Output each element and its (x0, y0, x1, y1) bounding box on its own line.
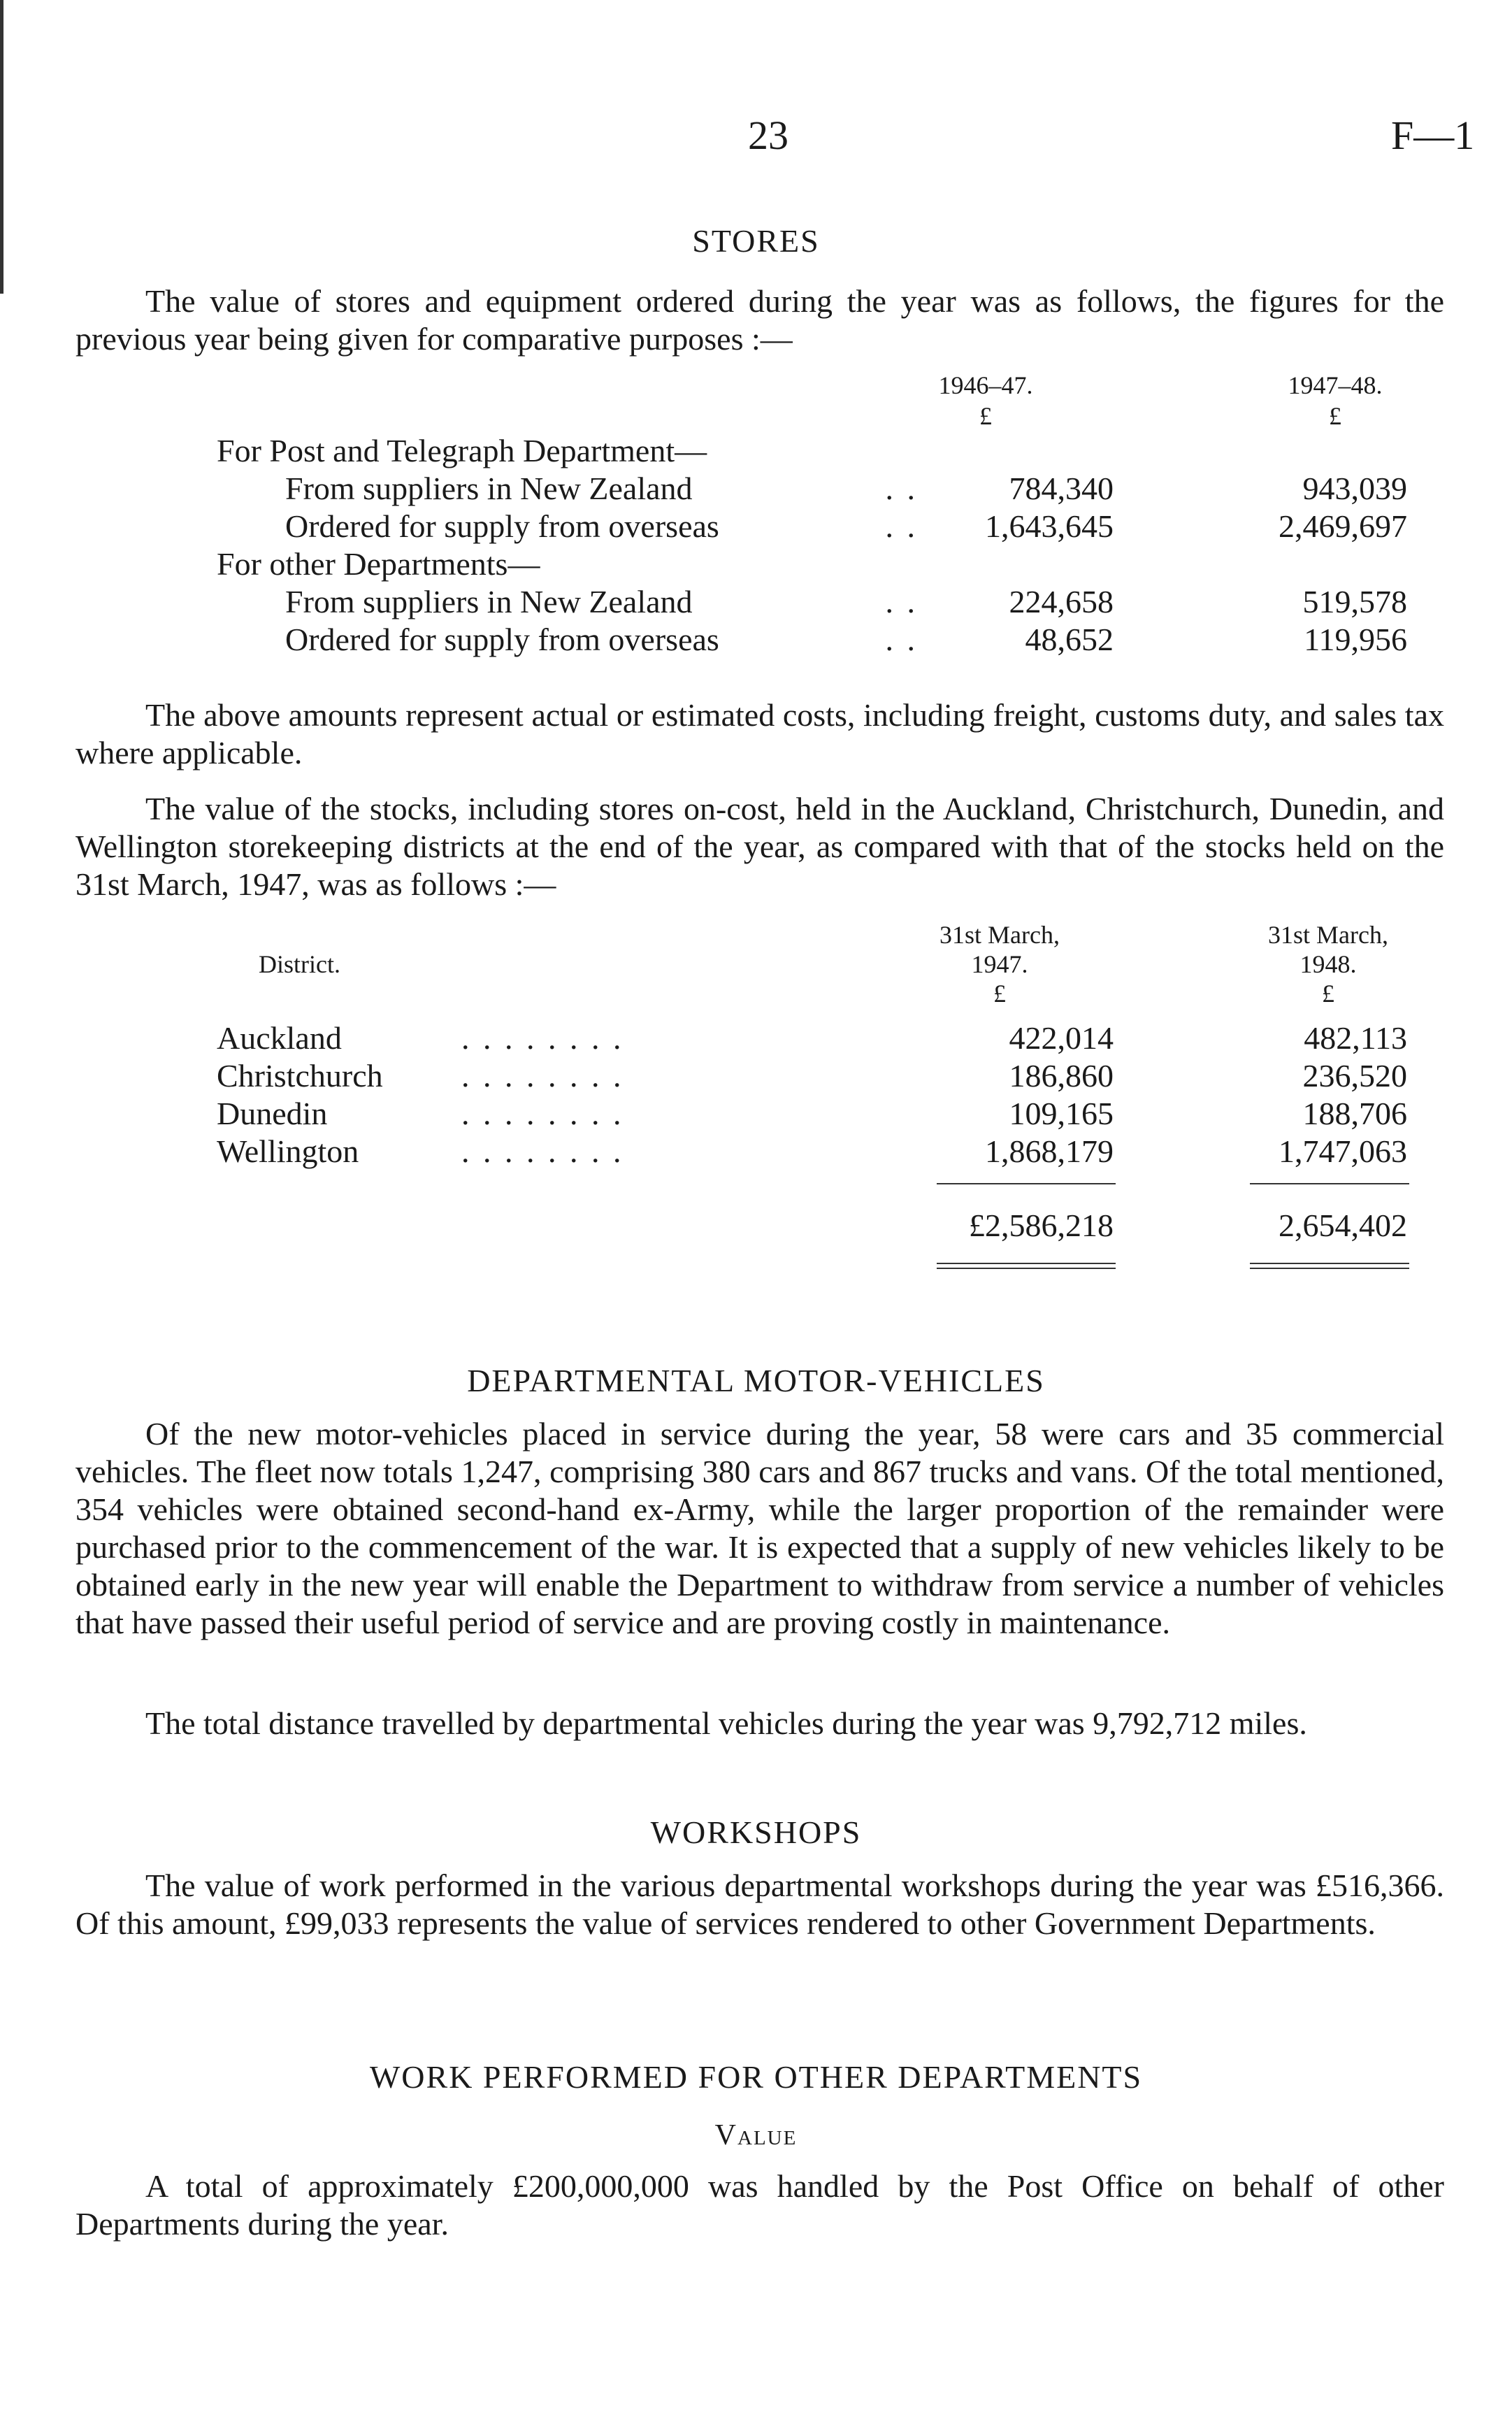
stores-col1-currency: £ (979, 402, 992, 430)
value-1948: 236,520 (1302, 1058, 1407, 1094)
value-1946-47: 784,340 (1009, 471, 1114, 506)
leader-dots: . . (885, 584, 918, 619)
stocks-col1-year: 1947. (971, 950, 1028, 978)
row-label: Ordered for supply from overseas (285, 508, 719, 544)
leader-dots: . . . . . . . . (461, 1058, 624, 1094)
value-1947: 109,165 (1009, 1096, 1114, 1131)
value-1947: 186,860 (1009, 1058, 1114, 1094)
table-row (0, 1133, 1512, 1170)
value-1948: 482,113 (1304, 1020, 1407, 1056)
value-1947-48: 119,956 (1304, 622, 1407, 657)
leader-dots: . . . . . . . . (461, 1096, 624, 1131)
row-label: From suppliers in New Zealand (285, 471, 693, 506)
total-1947: £2,586,218 (969, 1208, 1114, 1243)
stores-group-other-departments (0, 545, 1512, 583)
workshops-heading: WORKSHOPS (650, 1814, 862, 1850)
row-label: Ordered for supply from overseas (285, 622, 719, 657)
stores-heading: STORES (692, 223, 820, 259)
value-1948: 1,747,063 (1279, 1133, 1407, 1169)
value-1946-47: 48,652 (1025, 622, 1114, 657)
value-1948: 188,706 (1302, 1096, 1407, 1131)
stores-row (0, 470, 1512, 508)
stores-row (0, 508, 1512, 545)
subtotal-rule (1250, 1183, 1409, 1184)
stores-row (0, 583, 1512, 621)
leader-dots: . . (885, 508, 918, 544)
distance-paragraph: The total distance travelled by departmental vehicles during the year was 9,792,712 miles. (145, 1705, 1307, 1741)
stores-intro: The value of stores and equipment ordered during the year was as follows, the figures for the previous year being given for comparative purposes :— (75, 283, 1444, 357)
table-row (0, 1019, 1512, 1057)
value-1946-47: 224,658 (1009, 584, 1114, 619)
stores-col2-year: 1947–48. (1288, 371, 1383, 399)
total-double-rule (1250, 1263, 1409, 1269)
stocks-col2-year: 1948. (1299, 950, 1357, 978)
district-name: Wellington (217, 1133, 359, 1169)
stocks-col2-date: 31st March, (1268, 921, 1388, 949)
page-number: 23 (748, 113, 789, 158)
stocks-col1-date: 31st March, (939, 921, 1060, 949)
value-1947-48: 943,039 (1302, 471, 1407, 506)
motor-vehicles-heading: DEPARTMENTAL MOTOR-VEHICLES (467, 1363, 1045, 1398)
stores-group-post-telegraph (0, 432, 1512, 470)
leader-dots: . . . . . . . . (461, 1020, 624, 1056)
district-column-header: District. (259, 950, 340, 978)
group-label: For Post and Telegraph Department— (217, 433, 707, 468)
value-1947: 422,014 (1009, 1020, 1114, 1056)
document-reference: F—1 (1391, 113, 1475, 158)
row-label: From suppliers in New Zealand (285, 584, 693, 619)
group-label: For other Departments— (217, 546, 540, 582)
total-1948: 2,654,402 (1279, 1208, 1407, 1243)
table-row (0, 1095, 1512, 1133)
district-name: Auckland (217, 1020, 342, 1056)
value-1947: 1,868,179 (985, 1133, 1114, 1169)
stocks-paragraph: The value of the stocks, including stores on-cost, held in the Auckland, Christchurch, Dunedin, and Wellington storekeeping districts at the end of the year, as compared with that of the stocks held on the 31st March, 1947, was as follows :— (75, 791, 1444, 902)
motor-vehicles-paragraph: Of the new motor-vehicles placed in service during the year, 58 were cars and 35 commercial vehicles. The fleet now totals 1,247, comprising 380 cars and 867 trucks and vans. Of the total mentioned, 354 vehicles were obtained second-hand ex-Army, while the larger proportion of the remainder were purchased prior to the commencement of the war. It is expected that a supply of new vehicles likely to be obtained early in the new year will enable the Department to withdraw from service a number of vehicles that have passed their useful period of service and are proving costly in maintenance. (75, 1416, 1444, 1640)
leader-dots: . . . . . . . . (461, 1133, 624, 1169)
stores-row (0, 621, 1512, 659)
value-1947-48: 519,578 (1302, 584, 1407, 619)
stocks-col2-currency: £ (1322, 980, 1334, 1008)
district-name: Dunedin (217, 1096, 328, 1131)
district-name: Christchurch (217, 1058, 383, 1094)
other-departments-paragraph: A total of approximately £200,000,000 was handled by the Post Office on behalf of other Departments during the year. (75, 2168, 1444, 2242)
table-row (0, 1057, 1512, 1095)
stores-col1-year: 1946–47. (938, 371, 1033, 399)
value-1947-48: 2,469,697 (1279, 508, 1407, 544)
total-double-rule (937, 1263, 1116, 1269)
leader-dots: . . (885, 471, 918, 506)
subtotal-rule (937, 1183, 1116, 1184)
stores-col2-currency: £ (1329, 402, 1341, 430)
stores-costs-paragraph: The above amounts represent actual or estimated costs, including freight, customs duty, and sales tax where applicable. (75, 697, 1444, 771)
leader-dots: . . (885, 622, 918, 657)
stocks-col1-currency: £ (993, 980, 1006, 1008)
value-subheading: Value (714, 2119, 798, 2151)
value-1946-47: 1,643,645 (985, 508, 1114, 544)
other-departments-heading: WORK PERFORMED FOR OTHER DEPARTMENTS (369, 2059, 1143, 2095)
total-row (0, 1207, 1512, 1245)
workshops-paragraph: The value of work performed in the various departmental workshops during the year was £516,366. Of this amount, £99,033 represents the value of services rendered to other Government Departments. (75, 1868, 1444, 1941)
